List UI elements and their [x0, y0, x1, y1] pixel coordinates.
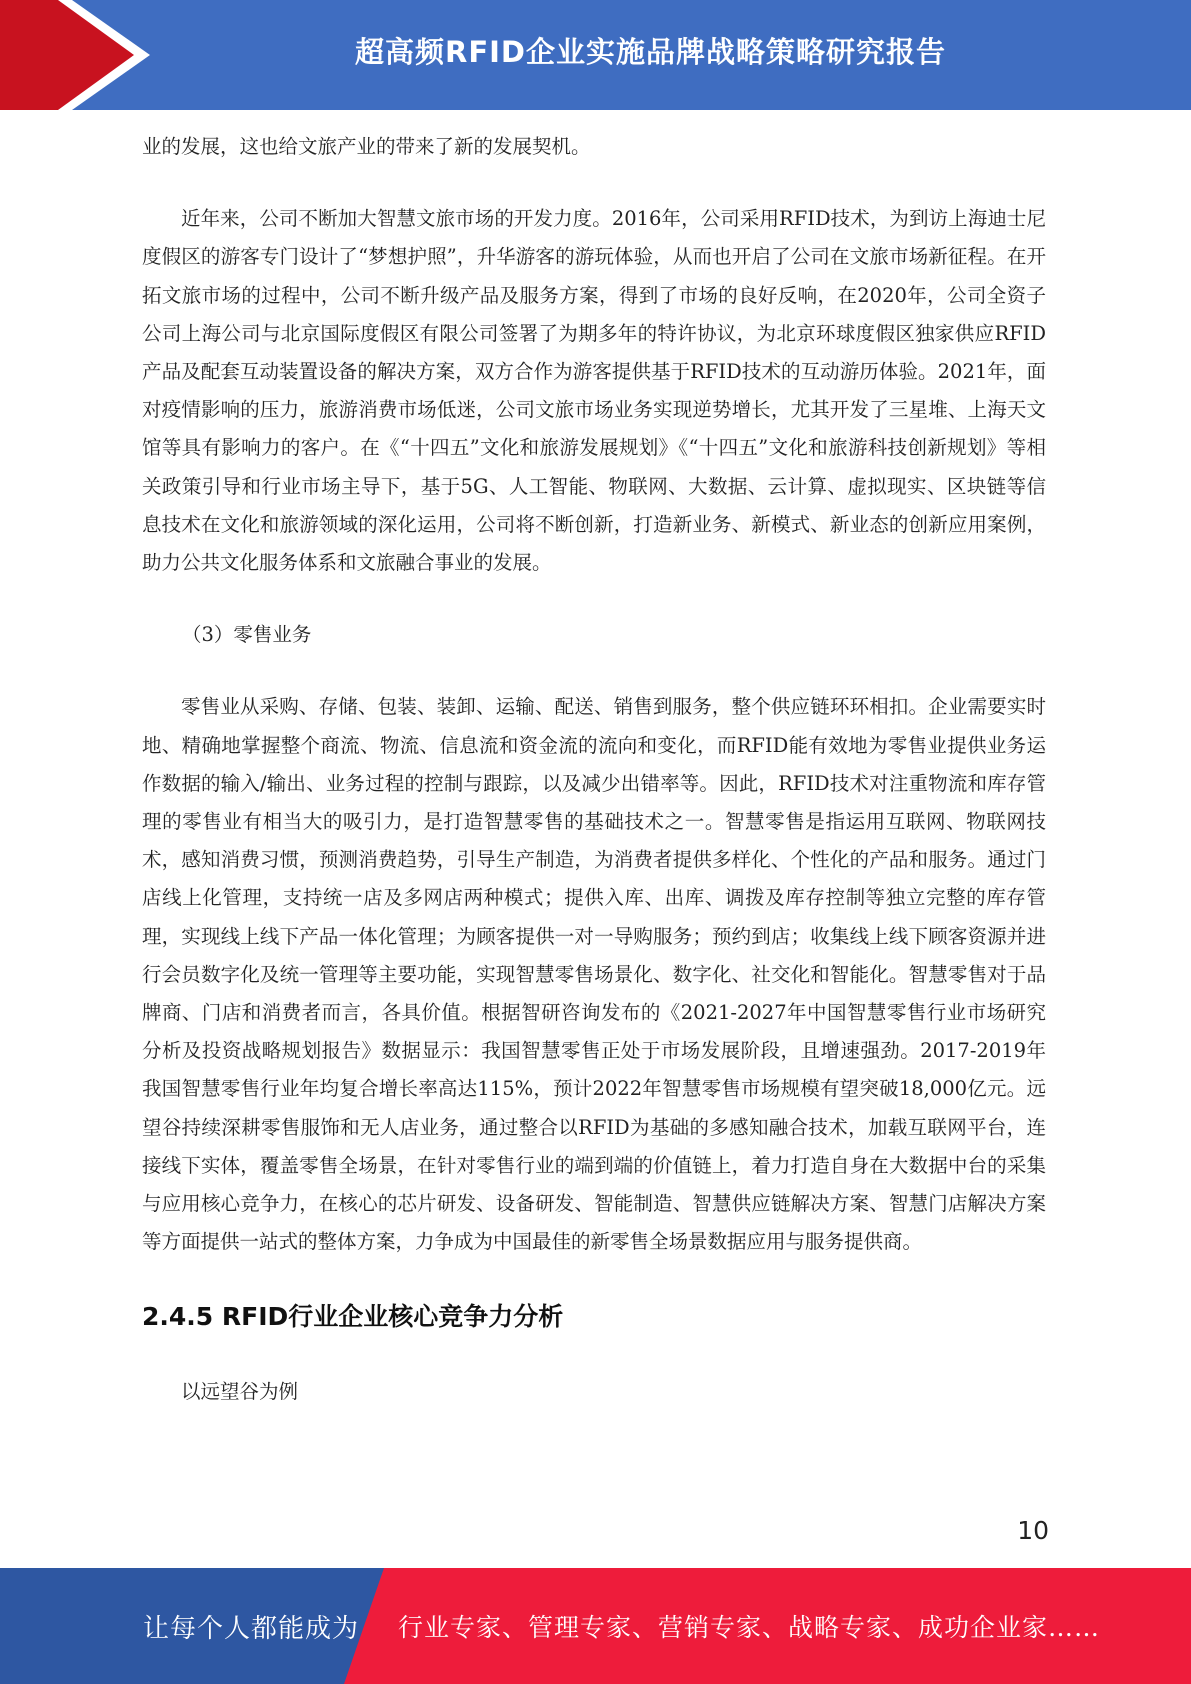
page-number: 10	[1017, 1516, 1049, 1545]
page-header	[0, 0, 1191, 110]
paragraph-smart-retail: 零售业从采购、存储、包装、装卸、运输、配送、销售到服务，整个供应链环环相扣。企业需要实时地、精确地掌握整个商流、物流、信息流和资金流的流向和变化，而RFID能有效地为零售业提供业务运作数据的输入/输出、业务过程的控制与跟踪，以及减少出错率等。因此，RFID技术对注重物流和库存管理的零售业有相当大的吸引力，是打造智慧零售的基础技术之一。智慧零售是指运用互联网、物联网技术，感知消费习惯，预测消费趋势，引导生产制造，为消费者提供多样化、个性化的产品和服务。通过门店线上化管理，支持统一店及多网店两种模式；提供入库、出库、调拨及库存控制等独立完整的库存管理，实现线上线下产品一体化管理；为顾客提供一对一导购服务；预约到店；收集线上线下顾客资源并进行会员数字化及统一管理等主要功能，实现智慧零售场景化、数字化、社交化和智能化。智慧零售对于品牌商、门店和消费者而言，各具价值。根据智研咨询发布的《2021-2027年中国智慧零售行业市场研究分析及投资战略规划报告》数据显示：我国智慧零售正处于市场发展阶段，且增速强劲。2017-2019年我国智慧零售行业年均复合增长率高达115%，预计2022年智慧零售市场规模有望突破18,000亿元。远望谷持续深耕零售服饰和无人店业务，通过整合以RFID为基础的多感知融合技术，加载互联网平台，连接线下实体，覆盖零售全场景，在针对零售行业的端到端的价值链上，着力打造自身在大数据中台的采集与应用核心竞争力，在核心的芯片研发、设备研发、智能制造、智慧供应链解决方案、智慧门店解决方案等方面提供一站式的整体方案，力争成为中国最佳的新零售全场景数据应用与服务提供商。	[142, 695, 1046, 1254]
report-title: 超高频RFID企业实施品牌战略策略研究报告	[354, 34, 946, 69]
document-body	[142, 128, 1046, 1412]
red-chevron-decoration	[0, 0, 160, 110]
paragraph-example: 以远望谷为例	[181, 1380, 299, 1404]
page-footer	[0, 1568, 1191, 1684]
footer-slogan-left: 让每个人都能成为	[143, 1613, 360, 1644]
footer-slogan-right: 行业专家、管理专家、营销专家、战略专家、成功企业家……	[398, 1613, 1101, 1642]
paragraph-smart-tourism: 近年来，公司不断加大智慧文旅市场的开发力度。2016年，公司采用RFID技术，为到访上海迪士尼度假区的游客专门设计了“梦想护照”，升华游客的游玩体验，从而也开启了公司在文旅市场新征程。在开拓文旅市场的过程中，公司不断升级产品及服务方案，得到了市场的良好反响，在2020年，公司全资子公司上海公司与北京国际度假区有限公司签署了为期多年的特许协议，为北京环球度假区独家供应RFID产品及配套互动装置设备的解决方案，双方合作为游客提供基于RFID技术的互动游历体验。2021年，面对疫情影响的压力，旅游消费市场低迷，公司文旅市场业务实现逆势增长，尤其开发了三星堆、上海天文馆等具有影响力的客户。在《“十四五”文化和旅游发展规划》《“十四五”文化和旅游科技创新规划》等相关政策引导和行业市场主导下，基于5G、人工智能、物联网、大数据、云计算、虚拟现实、区块链等信息技术在文化和旅游领域的深化运用，公司将不断创新，打造新业务、新模式、新业态的创新应用案例，助力公共文化服务体系和文旅融合事业的发展。	[142, 207, 1046, 575]
paragraph-continued: 业的发展，这也给文旅产业的带来了新的发展契机。	[142, 135, 591, 158]
section-heading: 2.4.5 RFID行业企业核心竞争力分析	[142, 1302, 564, 1332]
subheading-retail-business: （3）零售业务	[182, 623, 312, 647]
